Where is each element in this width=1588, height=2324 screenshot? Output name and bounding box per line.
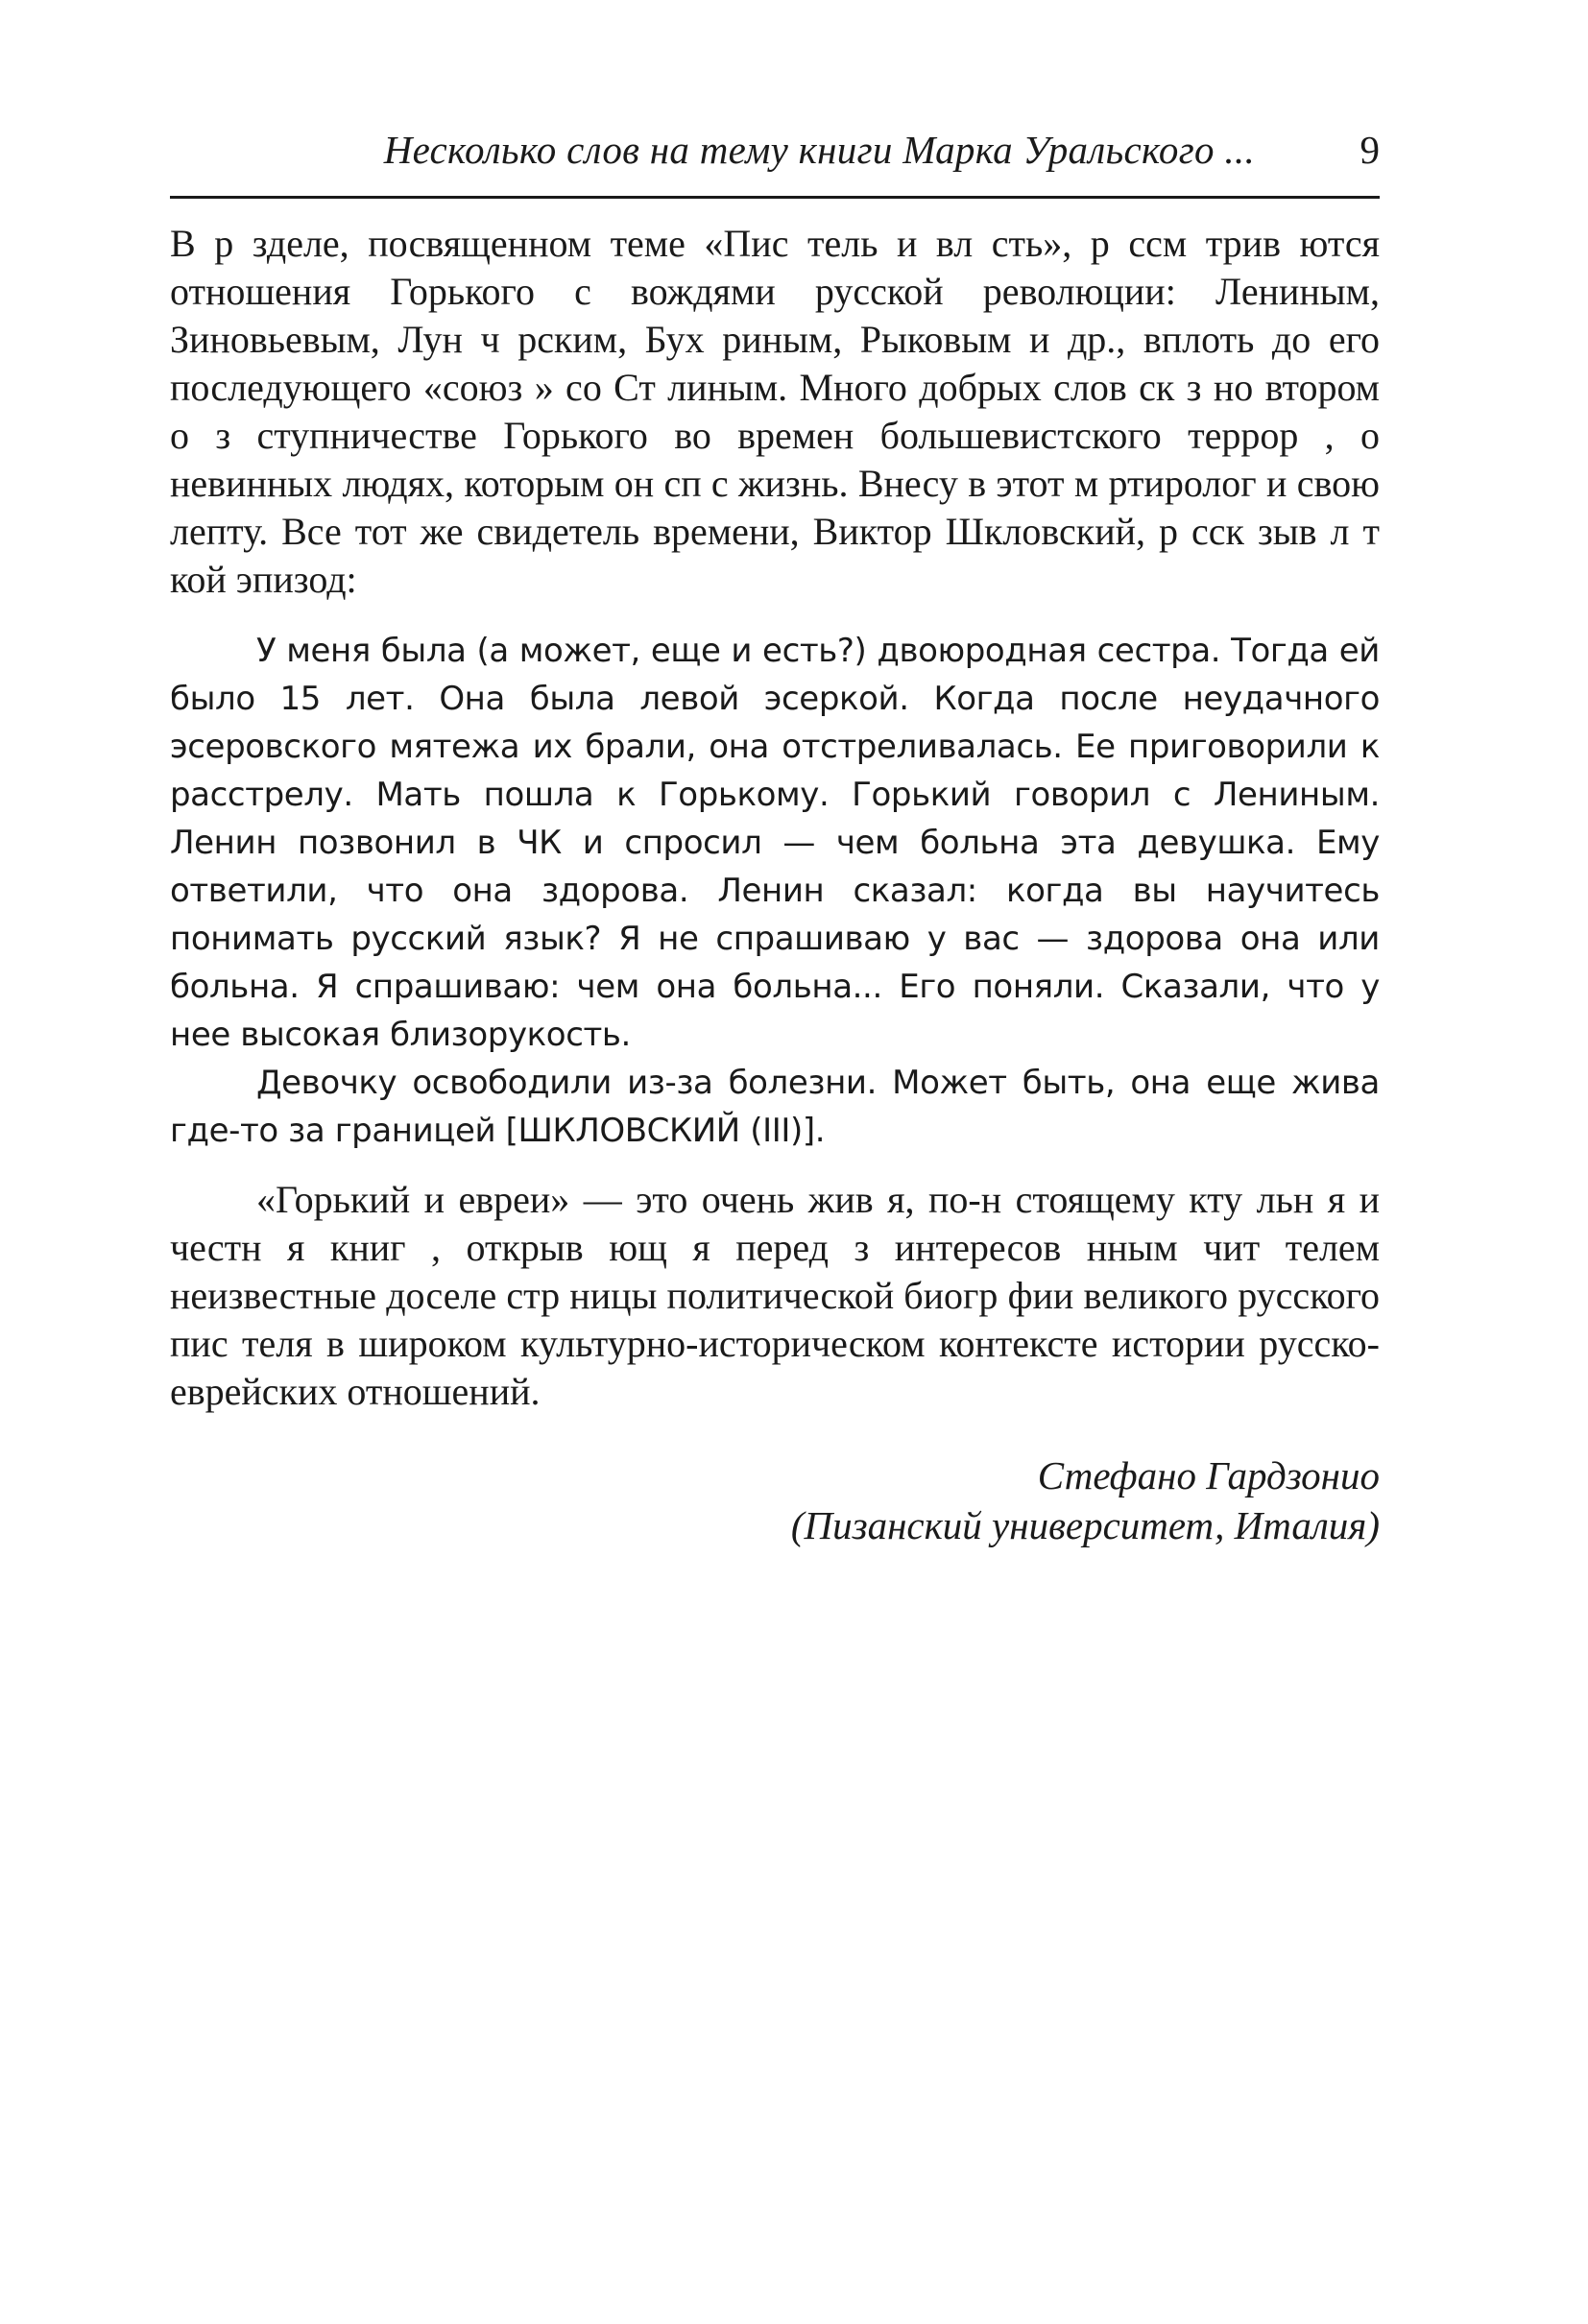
closing-text (170, 1176, 1380, 1416)
quote-paragraph: У меня была (а может, еще и есть?) двоюродная сестра. Тогда ей было 15 лет. Она была левой эсеркой. Когда после неудачного эсеровского мятежа их брали, она отстреливалась. Ее приговорили к расстрелу. Мать пошла к Горькому. Горький говорил с Лениным. Ленин позвонил в ЧК и спросил — чем больна эта девушка. Ему ответили, что она здорова. Ленин сказал: когда вы научитесь понимать русский язык? Я не спрашиваю у вас — здорова она или больна. Я спрашиваю: чем она больна... Его поняли. Сказали, что у нее высокая близорукость. (170, 632, 1380, 1054)
paragraph: «Горький и евреи» — это очень жив я, по-н стоящему кту льн я и честн я книг , открыв ющ я перед з интересов нным чит телем неизвестные доселе стр ницы политической биогр фии великого русского пис теля в широком культурно-историческом контексте истории русско-еврейских отношений. (170, 1178, 1380, 1413)
author-affiliation: (Пизанский университет, Италия) (790, 1503, 1380, 1547)
signature (170, 1450, 1380, 1550)
block-quote (170, 627, 1380, 1155)
paragraph: В р зделе, посвященном теме «Пис тель и вл сть», р ссм трив ются отношения Горького с вождями русской революции: Лениным, Зиновьевым, Лун ч рским, Бух риным, Рыковым и др., вплоть до его последующего «союз » со Ст линым. Много добрых слов ск з но втором о з ступничестве Горького во времен большевистского террор , о невинных людях, которым он сп с жизнь. Внесу в этот м ртиролог и свою лепту. Все тот же свидетель времени, Виктор Шкловский, р сск зыв л т кой эпизод: (170, 222, 1380, 601)
book-page (170, 113, 1380, 1550)
author-name: Стефано Гардзонио (1037, 1453, 1380, 1497)
running-header (170, 113, 1380, 199)
quote-paragraph: Девочку освободили из-за болезни. Может быть, она еще жива где-то за границей [ШКЛОВСКИЙ (III)]. (170, 1064, 1380, 1150)
running-title: Несколько слов на тему книги Марка Уральского ... (383, 128, 1255, 172)
page-number: 9 (1359, 128, 1380, 172)
main-text (170, 220, 1380, 604)
